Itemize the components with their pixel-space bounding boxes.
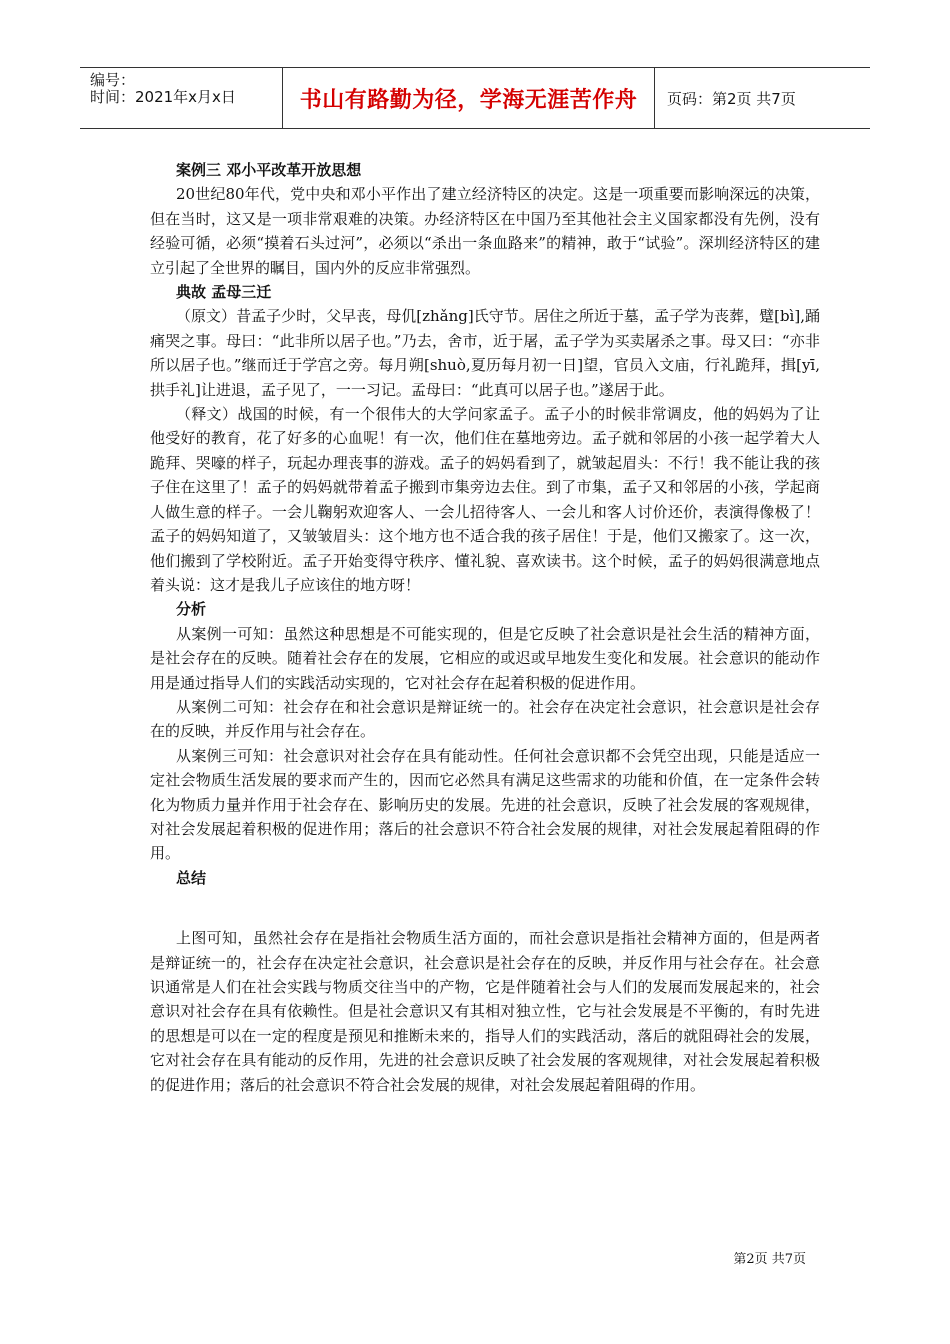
document-number-label: 编号： [90,71,136,89]
document-body [150,158,820,1097]
analysis-heading: 分析 [176,600,207,619]
summary-heading: 总结 [176,868,207,887]
document-date-label: 时间：2021年x月x日 [90,88,236,106]
header-motto: 书山有路勤为径，学海无涯苦作舟 [283,68,655,128]
analysis-paragraph-1: 从案例一可知：虽然这种思想是不可能实现的，但是它反映了社会意识是社会生活的精神方面，是社会存在的反映。随着社会存在的发展，它相应的或迟或早地发生变化和发展。社会意识的能动作用是通过指导人们的实践活动实现的，它对社会存在起着积极的促进作用。 [150,624,820,692]
case3-heading: 案例三 邓小平改革开放思想 [176,161,362,179]
page-header [80,67,870,129]
blank-spacer [150,890,820,926]
story-original-paragraph: （原文）昔孟子少时，父早丧，母仉[zhǎng]氏守节。居住之所近于墓，孟子学为丧葬，躄[bì],踊痛哭之事。母曰：“此非所以居子也。”乃去，舍市，近于屠，孟子学为买卖屠杀之事。母又曰：“亦非所以居子也。”继而迁于学宫之旁。每月朔[shuò,夏历每月初一日]望，官员入文庙，行礼跪拜，揖[yī,拱手礼]让进退，孟子见了，一一习记。孟母曰：“此真可以居子也。”遂居于此。 [150,307,820,399]
story-translation-paragraph: （释文）战国的时候，有一个很伟大的大学问家孟子。孟子小的时候非常调皮，他的妈妈为了让他受好的教育，花了好多的心血呢！有一次，他们住在墓地旁边。孟子就和邻居的小孩一起学着大人跪拜、哭嚎的样子，玩起办理丧事的游戏。孟子的妈妈看到了，就皱起眉头：不行！我不能让我的孩子住在这里了！孟子的妈妈就带着孟子搬到市集旁边去住。到了市集，孟子又和邻居的小孩，学起商人做生意的样子。一会儿鞠躬欢迎客人、一会儿招待客人、一会儿和客人讨价还价，表演得像极了！孟子的妈妈知道了，又皱皱眉头：这个地方也不适合我的孩子居住！于是，他们又搬家了。这一次，他们搬到了学校附近。孟子开始变得守秩序、懂礼貌、喜欢读书。这个时候，孟子的妈妈很满意地点着头说：这才是我儿子应该住的地方呀！ [150,405,820,594]
summary-paragraph: 上图可知，虽然社会存在是指社会物质生活方面的，而社会意识是指社会精神方面的，但是两者是辩证统一的，社会存在决定社会意识，社会意识是社会存在的反映，并反作用与社会存在。社会意识通常是人们在社会实践与物质交往当中的产物，它是伴随着社会与人们的发展而发展起来的，社会意识对社会存在具有依赖性。但是社会意识又有其相对独立性，它与社会发展是不平衡的，有时先进的思想是可以在一定的程度是预见和推断未来的，指导人们的实践活动，落后的就阻碍社会的发展，它对社会存在具有能动的反作用，先进的社会意识反映了社会发展的客观规律，对社会发展起着积极的促进作用；落后的社会意识不符合社会发展的规律，对社会发展起着阻碍的作用。 [150,929,820,1094]
header-meta [80,68,283,128]
analysis-paragraph-3: 从案例三可知：社会意识对社会存在具有能动性。任何社会意识都不会凭空出现，只能是适应一定社会物质生活发展的要求而产生的，因而它必然具有满足这些需求的功能和价值，在一定条件会转化为物质力量并作用于社会存在、影响历史的发展。先进的社会意识，反映了社会发展的客观规律，对社会发展起着积极的促进作用；落后的社会意识不符合社会发展的规律，对社会发展起着阻碍的作用。 [150,746,820,863]
story-heading: 典故 孟母三迁 [176,283,272,302]
page-footer: 第2页 共7页 [733,1252,806,1267]
analysis-paragraph-2: 从案例二可知：社会存在和社会意识是辩证统一的。社会存在决定社会意识，社会意识是社会存在的反映，并反作用与社会存在。 [150,697,820,741]
case3-paragraph: 20世纪80年代，党中央和邓小平作出了建立经济特区的决定。这是一项重要而影响深远的决策，但在当时，这又是一项非常艰难的决策。办经济特区在中国乃至其他社会主义国家都没有先例，没有经验可循，必须“摸着石头过河”，必须以“杀出一条血路来”的精神，敢于“试验”。深圳经济特区的建立引起了全世界的瞩目，国内外的反应非常强烈。 [150,185,820,277]
header-page-number: 页码：第2页 共7页 [667,89,796,108]
